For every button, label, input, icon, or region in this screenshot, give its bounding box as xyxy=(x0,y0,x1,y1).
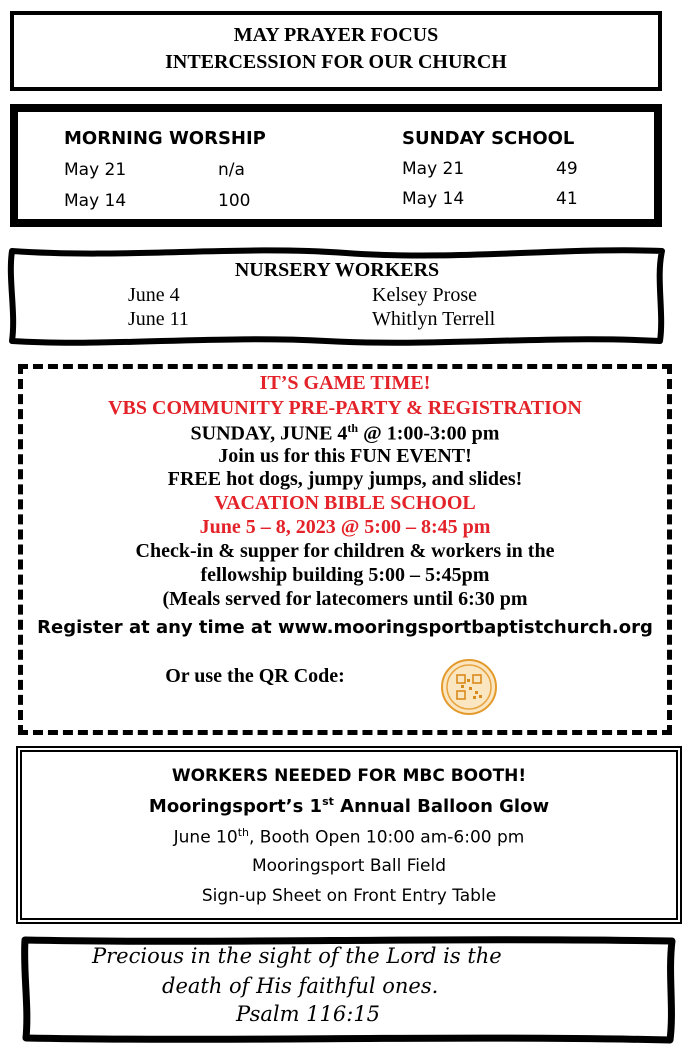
prayer-focus-box xyxy=(10,11,662,91)
nursery-heading: NURSERY WORKERS xyxy=(234,259,440,281)
sunday-school-date: May 14 xyxy=(402,189,465,209)
nursery-worker-name: Whitlyn Terrell xyxy=(372,308,496,330)
prayer-focus-subtitle: INTERCESSION FOR OUR CHURCH xyxy=(165,51,507,73)
pre-party-date xyxy=(23,421,667,446)
morning-worship-date: May 14 xyxy=(64,191,127,211)
nursery-worker-name: Kelsey Prose xyxy=(372,284,477,306)
checkin-line-1: Check-in & supper for children & workers in the xyxy=(135,540,555,562)
pre-party-date-suffix: th xyxy=(347,421,359,435)
morning-worship-value: 100 xyxy=(218,191,251,211)
free-items-text: FREE hot dogs, jumpy jumps, and slides! xyxy=(167,468,523,490)
balloon-glow-suffix: Annual Balloon Glow xyxy=(333,796,550,817)
signup-note: Sign-up Sheet on Front Entry Table xyxy=(201,886,497,906)
balloon-glow-ordinal: st xyxy=(322,795,334,808)
verse-line-1: Precious in the sight of the Lord is the xyxy=(92,944,502,968)
verse-reference: Psalm 116:15 xyxy=(236,1002,381,1026)
nursery-date: June 11 xyxy=(128,308,189,330)
morning-worship-value: n/a xyxy=(218,160,245,180)
booth-date-suffix: th xyxy=(237,826,249,839)
morning-worship-heading: MORNING WORSHIP xyxy=(64,128,266,149)
workers-box xyxy=(16,746,682,924)
booth-time: , Booth Open 10:00 am-6:00 pm xyxy=(248,827,525,848)
checkin-line-2: fellowship building 5:00 – 5:45pm xyxy=(200,564,490,586)
balloon-glow-prefix: Mooringsport’s 1 xyxy=(148,796,323,817)
vbs-title: VACATION BIBLE SCHOOL xyxy=(214,492,476,514)
attendance-box xyxy=(10,104,662,227)
sunday-school-date: May 21 xyxy=(402,159,465,179)
qr-code-image[interactable] xyxy=(440,658,498,716)
booth-hours xyxy=(22,826,676,848)
verse-box xyxy=(20,934,678,1047)
sunday-school-value: 49 xyxy=(556,159,578,179)
vbs-dates: June 5 – 8, 2023 @ 5:00 – 8:45 pm xyxy=(199,516,491,538)
game-time-heading: IT’S GAME TIME! xyxy=(259,372,431,394)
meals-text: (Meals served for latecomers until 6:30 pm xyxy=(162,588,528,610)
pre-party-heading: VBS COMMUNITY PRE-PARTY & REGISTRATION xyxy=(108,397,582,419)
sunday-school-value: 41 xyxy=(556,189,578,209)
qr-label: Or use the QR Code: xyxy=(165,665,345,687)
booth-location: Mooringsport Ball Field xyxy=(251,856,447,876)
nursery-box xyxy=(6,243,668,348)
register-link[interactable]: Register at any time at www.mooringsportbaptistchurch.org xyxy=(37,617,653,638)
balloon-glow-title xyxy=(22,795,676,817)
prayer-focus-title: MAY PRAYER FOCUS xyxy=(233,24,439,46)
morning-worship-date: May 21 xyxy=(64,160,127,180)
workers-heading: WORKERS NEEDED FOR MBC BOOTH! xyxy=(171,766,527,786)
join-text: Join us for this FUN EVENT! xyxy=(218,445,472,467)
booth-date: June 10 xyxy=(173,827,238,848)
vbs-box xyxy=(18,364,672,735)
pre-party-time: @ 1:00-3:00 pm xyxy=(358,422,500,445)
pre-party-date-text: SUNDAY, JUNE 4 xyxy=(190,422,348,445)
nursery-date: June 4 xyxy=(128,284,180,306)
verse-line-2: death of His faithful ones. xyxy=(162,974,439,998)
sunday-school-heading: SUNDAY SCHOOL xyxy=(402,128,575,149)
